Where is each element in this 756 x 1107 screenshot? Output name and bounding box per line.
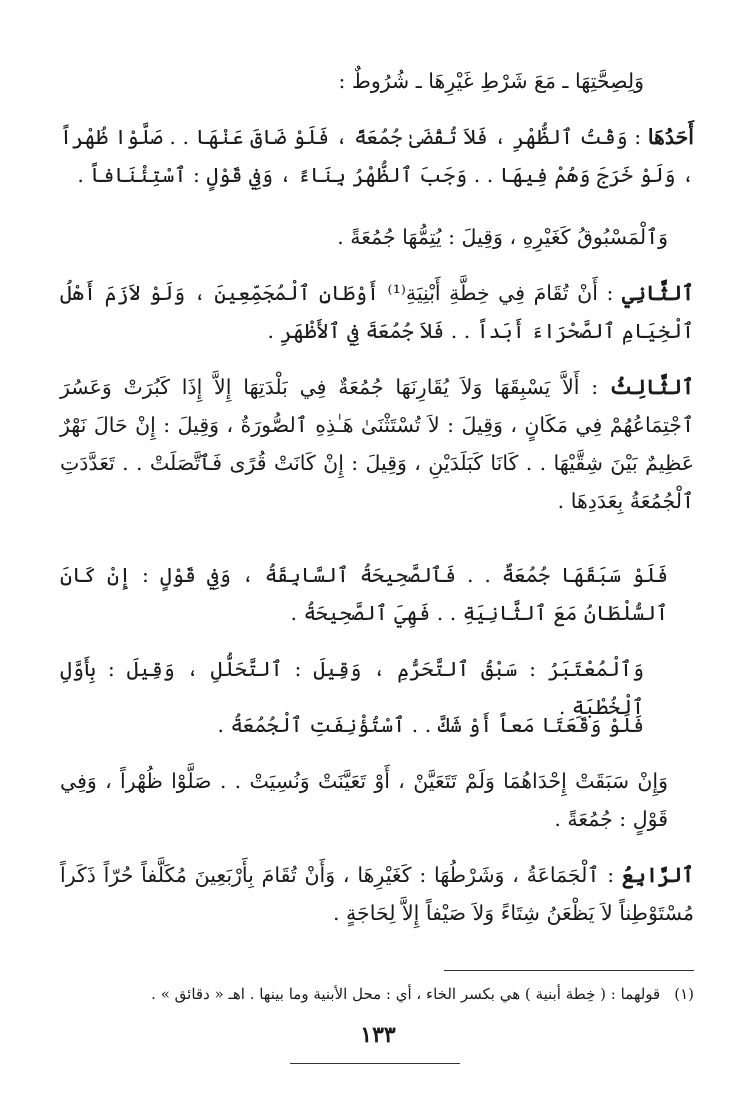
paragraph-text: وَلِصِحَّتِهَا ـ مَعَ شَرْطِ غَيْرِهَا ـ شُرُوطٌ : — [338, 69, 644, 93]
footnote-number: (١) — [674, 985, 694, 1003]
paragraph-precedence — [60, 556, 694, 632]
paragraph-first-condition — [60, 118, 694, 194]
paragraph-text: : وَقْتُ ٱلظُّهْرِ ، فَلاَ تُقْضَىٰ جُمُعَةً ، فَلَوْ ضَاقَ عَنْهَا . . صَلَّوْا ظُهْراً ، وَلَوْ خَرَجَ وَهُمْ فِيهَا . . وَجَبَ ٱلظُّهْرُ بِنَاءً ، وَفِي قَوْلٍ : ٱسْتِئْنَافاً . — [60, 125, 694, 187]
paragraph-fourth-condition — [60, 856, 694, 932]
page-number: ١٣٣ — [360, 1022, 396, 1048]
paragraph-uncertain-precedence — [60, 762, 694, 838]
condition-heading: ٱلثَّانِي — [621, 281, 695, 305]
paragraph-second-condition — [60, 274, 694, 350]
paragraph-text: : أَلاَّ يَسْبِقَهَا وَلاَ يُقَارِنَهَا جُمُعَةٌ فِي بَلْدَتِهَا إِلاَّ إِذَا كَبُرَتْ وَعَسُرَ ٱجْتِمَاعُهُمْ فِي مَكَانٍ ، وَقِيلَ : لاَ تُسْتَثْنَىٰ هَـٰذِهِ ٱلصُّورَةُ ، وَقِيلَ : إِنْ حَالَ نَهْرٌ عَظِيمٌ بَيْنَ شِقَّيْهَا . . كَانَا كَبَلَدَيْنِ ، وَقِيلَ : إِنْ كَانَتْ قُرًى فَٱتَّصَلَتْ . . تَعَدَّدَتِ ٱلْجُمُعَةُ بِعَدَدِهَا . — [60, 375, 694, 513]
paragraph-text: : ٱلْجَمَاعَةُ ، وَشَرْطُهَا : كَغَيْرِهَا ، وَأَنْ تُقَامَ بِأَرْبَعِينَ مُكَلَّفاً حُرّاً ذَكَراً مُسْتَوْطِناً لاَ يَظْعَنُ شِتَاءً وَلاَ صَيْفاً إِلاَّ لِحَاجَةٍ . — [60, 863, 694, 925]
paragraph-conditions-intro — [60, 62, 694, 100]
paragraph-text: : أَنْ تُقَامَ فِي خِطَّةِ أَبْنِيَةِ⁽¹⁾ أَوْطَانِ ٱلْمُجَمِّعِينَ ، وَلَوْ لاَزَمَ أَهْلُ ٱلْخِيَامِ ٱلصَّحْرَاءَ أَبَداً . . فَلاَ جُمُعَةَ فِي ٱلأَظْهَرِ . — [60, 281, 694, 343]
paragraph-text: وَإِنْ سَبَقَتْ إِحْدَاهُمَا وَلَمْ تَتَعَيَّنْ ، أَوْ تَعَيَّنَتْ وَنُسِيَتْ . . صَلَّوْا ظُهْراً ، وَفِي قَوْلٍ : جُمُعَةً . — [60, 769, 668, 831]
footnote-divider — [444, 970, 694, 971]
condition-heading: أَحَدُهَا — [647, 125, 694, 149]
condition-heading: ٱلثَّالِثُ — [609, 375, 694, 399]
page-number-divider — [290, 1063, 460, 1064]
paragraph-third-condition — [60, 368, 694, 520]
paragraph-latecomer — [60, 218, 694, 256]
footnote — [60, 982, 694, 1006]
footnote-text: قولهما : ( خِطة أبنية ) هي بكسر الخاء ، أي : محل الأبنية وما بينها . اهـ « دقائق » . — [151, 985, 661, 1003]
paragraph-simultaneous — [60, 706, 694, 744]
condition-heading: ٱلرَّابِعُ — [621, 863, 694, 887]
paragraph-text: وَٱلْمَسْبُوقُ كَغَيْرِهِ ، وَقِيلَ : يُتِمُّهَا جُمُعَةً . — [337, 225, 668, 249]
paragraph-text: وَٱلْمُعْتَبَرُ : سَبْقُ ٱلتَّحَرُّمِ ، وَقِيلَ : ٱلتَّحَلُّلِ ، وَقِيلَ : بِأَوَّلِ ٱلْخُطْبَةِ . — [60, 657, 644, 719]
paragraph-text: فَلَوْ سَبَقَهَا جُمُعَةٌ . . فَٱلصَّحِيحَةُ ٱلسَّابِقَةُ ، وَفِي قَوْلٍ : إِنْ كَانَ ٱلسُّلْطَانُ مَعَ ٱلثَّانِيَةِ . . فَهِيَ ٱلصَّحِيحَةُ . — [60, 563, 668, 625]
paragraph-text: فَلَوْ وَقَعَتَا مَعاً أَوْ شَكَّ . . ٱسْتُؤْنِفَتِ ٱلْجُمُعَةُ . — [217, 713, 644, 737]
